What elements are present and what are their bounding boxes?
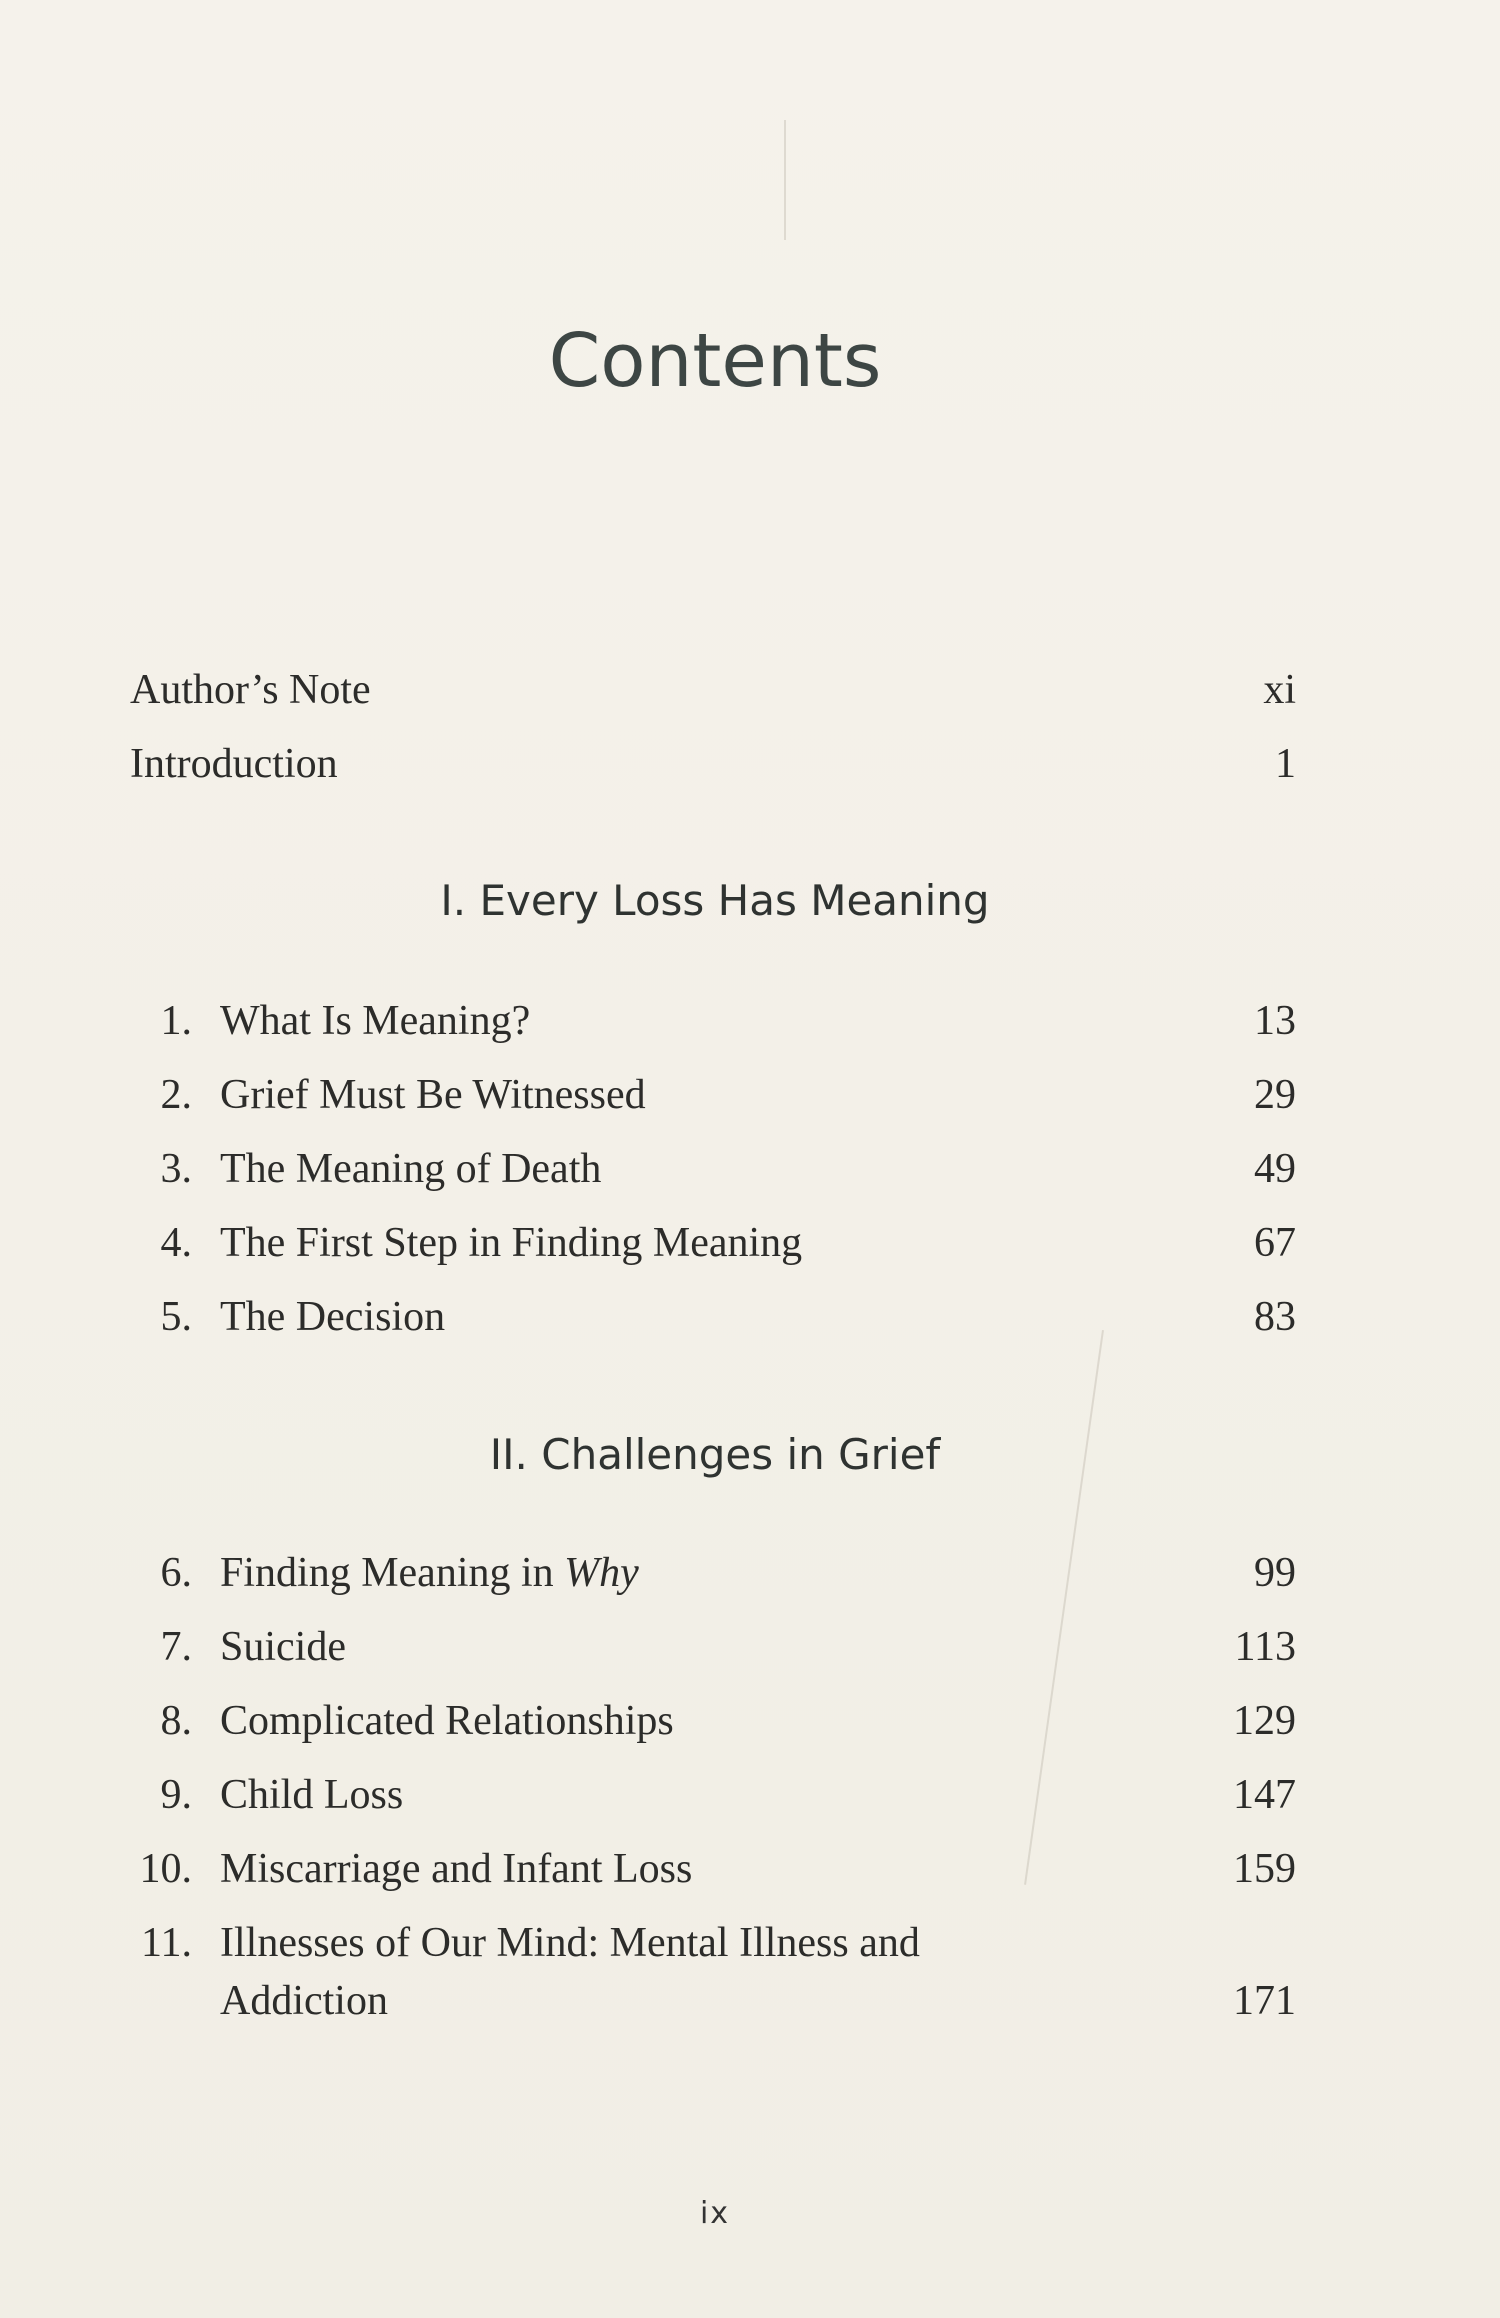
chapter-title: What Is Meaning? [220,998,531,1044]
chapter-number: 5. [160,1294,192,1340]
chapter-number: 11. [141,1920,192,1966]
chapter-title: Grief Must Be Witnessed [220,1072,646,1118]
paper-crease [784,120,786,240]
toc-page-number: 1 [1275,741,1296,787]
part-heading: II. Challenges in Grief [489,1430,941,1479]
toc-page-number: 29 [1254,1072,1296,1118]
chapter-title-text: Finding Meaning in [220,1550,565,1596]
toc-page-number: 49 [1254,1146,1296,1192]
toc-chapter[interactable] [130,1914,1296,2034]
toc-page-number: 13 [1254,998,1296,1044]
page-title: Contents [548,318,882,404]
toc-page-number: 113 [1234,1624,1296,1670]
chapter-title [220,1914,1140,2030]
chapter-number: 7. [160,1624,192,1670]
chapter-title: Child Loss [220,1772,404,1818]
chapter-number: 3. [160,1146,192,1192]
toc-entry-label: Author’s Note [130,667,371,713]
chapter-title: Miscarriage and Infant Loss [220,1846,693,1892]
chapter-title-line: Addiction [220,1978,388,2024]
toc-page-number: 67 [1254,1220,1296,1266]
toc-page-number: 147 [1233,1772,1296,1818]
chapter-title: Complicated Relationships [220,1698,674,1744]
chapter-title-italic: Why [564,1550,639,1596]
chapter-title: Suicide [220,1624,346,1670]
part-heading: I. Every Loss Has Meaning [440,876,990,925]
toc-entry-label: Introduction [130,741,338,787]
chapter-number: 6. [160,1550,192,1596]
chapter-number: 1. [160,998,192,1044]
chapter-number: 10. [139,1846,192,1892]
toc-page-number: 99 [1254,1550,1296,1596]
chapter-number: 9. [160,1772,192,1818]
toc-page-number: xi [1263,667,1296,713]
toc-entry-authors-note[interactable] [130,660,1296,720]
chapter-number: 4. [160,1220,192,1266]
page-folio: ix [699,2196,731,2231]
chapter-title [220,1544,1140,1602]
toc-page-number: 159 [1233,1846,1296,1892]
chapter-title: The Decision [220,1294,446,1340]
toc-page-number: 171 [1233,1978,1296,2024]
chapter-number: 8. [160,1698,192,1744]
toc-entry-introduction[interactable] [130,734,1296,794]
chapter-number: 2. [160,1072,192,1118]
chapter-title: The Meaning of Death [220,1146,602,1192]
chapter-title-line: Illnesses of Our Mind: Mental Illness and [220,1920,920,1966]
chapter-title: The First Step in Finding Meaning [220,1220,803,1266]
toc-page-number: 129 [1233,1698,1296,1744]
toc-page-number: 83 [1254,1294,1296,1340]
